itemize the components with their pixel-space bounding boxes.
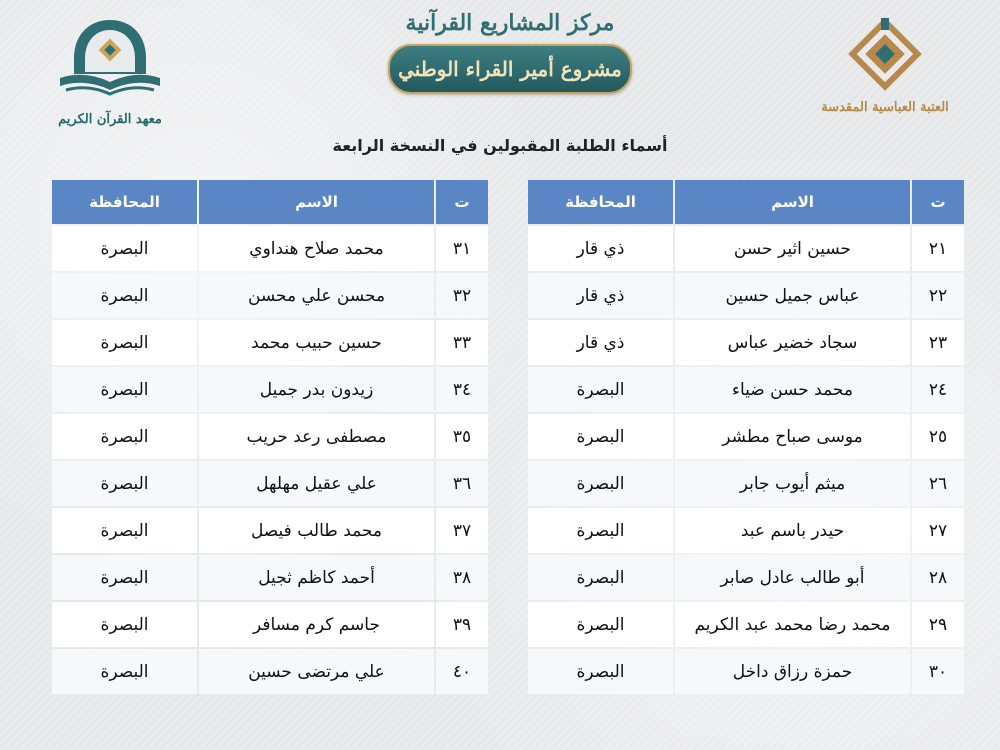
governorate: البصرة <box>52 602 197 647</box>
governorate: البصرة <box>528 649 673 694</box>
governorate: البصرة <box>52 273 197 318</box>
institute-emblem-icon <box>40 12 180 112</box>
student-name: محسن علي محسن <box>199 273 434 318</box>
table-row <box>528 273 964 318</box>
row-number: ٣٤ <box>436 367 488 412</box>
governorate: ذي قار <box>528 320 673 365</box>
student-name: محمد طالب فيصل <box>199 508 434 553</box>
row-number: ٤٠ <box>436 649 488 694</box>
row-number: ٢٨ <box>912 555 964 600</box>
student-name: حيدر باسم عبد <box>675 508 910 553</box>
left-logo-caption: معهد القرآن الكريم <box>58 112 162 127</box>
column-header-governorate: المحافظة <box>52 180 197 224</box>
student-name: محمد صلاح هنداوي <box>199 226 434 271</box>
student-name: موسى صباح مطشر <box>675 414 910 459</box>
student-name: حسين حبيب محمد <box>199 320 434 365</box>
row-number: ٣١ <box>436 226 488 271</box>
table-row <box>528 461 964 506</box>
student-name: زيدون بدر جميل <box>199 367 434 412</box>
governorate: البصرة <box>528 367 673 412</box>
row-number: ٣٨ <box>436 555 488 600</box>
header-center <box>380 6 640 94</box>
table-row <box>52 602 488 647</box>
table-row <box>52 226 488 271</box>
governorate: البصرة <box>52 508 197 553</box>
row-number: ٢١ <box>912 226 964 271</box>
governorate: ذي قار <box>528 226 673 271</box>
table-row <box>52 508 488 553</box>
row-number: ٣٦ <box>436 461 488 506</box>
student-name: جاسم كرم مسافر <box>199 602 434 647</box>
governorate: البصرة <box>52 414 197 459</box>
abbas-shrine-logo <box>810 12 960 132</box>
student-name: مصطفى رعد حريب <box>199 414 434 459</box>
table-row <box>52 649 488 694</box>
table-row <box>528 555 964 600</box>
student-name: عباس جميل حسين <box>675 273 910 318</box>
governorate: البصرة <box>528 508 673 553</box>
row-number: ٢٦ <box>912 461 964 506</box>
row-number: ٣٢ <box>436 273 488 318</box>
right-logo-caption: العتبة العباسية المقدسة <box>821 100 949 115</box>
student-name: ميثم أيوب جابر <box>675 461 910 506</box>
student-name: محمد رضا محمد عبد الكريم <box>675 602 910 647</box>
row-number: ٣٠ <box>912 649 964 694</box>
students-table-right <box>526 178 966 696</box>
governorate: البصرة <box>528 461 673 506</box>
student-name: حسين اثير حسن <box>675 226 910 271</box>
student-name: أبو طالب عادل صابر <box>675 555 910 600</box>
student-name: أحمد كاظم ثجيل <box>199 555 434 600</box>
row-number: ٣٧ <box>436 508 488 553</box>
table-row <box>528 226 964 271</box>
governorate: البصرة <box>528 414 673 459</box>
row-number: ٢٢ <box>912 273 964 318</box>
governorate: ذي قار <box>528 273 673 318</box>
table-row <box>52 367 488 412</box>
shrine-emblem-icon <box>810 12 960 102</box>
governorate: البصرة <box>528 602 673 647</box>
table-row <box>528 320 964 365</box>
table-header-row <box>528 180 964 224</box>
row-number: ٢٣ <box>912 320 964 365</box>
column-header-name: الاسم <box>675 180 910 224</box>
student-name: حمزة رزاق داخل <box>675 649 910 694</box>
row-number: ٣٣ <box>436 320 488 365</box>
row-number: ٢٤ <box>912 367 964 412</box>
governorate: البصرة <box>528 555 673 600</box>
row-number: ٣٩ <box>436 602 488 647</box>
governorate: البصرة <box>52 320 197 365</box>
quran-institute-logo <box>40 12 180 132</box>
table-row <box>528 649 964 694</box>
governorate: البصرة <box>52 555 197 600</box>
governorate: البصرة <box>52 226 197 271</box>
table-row <box>52 414 488 459</box>
column-header-number: ت <box>436 180 488 224</box>
table-row <box>52 555 488 600</box>
row-number: ٢٧ <box>912 508 964 553</box>
table-row <box>52 273 488 318</box>
table-row <box>52 461 488 506</box>
column-header-number: ت <box>912 180 964 224</box>
row-number: ٢٥ <box>912 414 964 459</box>
table-row <box>52 320 488 365</box>
organization-name: مركز المشاريع القرآنية <box>405 10 615 36</box>
project-badge: مشروع أمير القراء الوطني <box>388 44 632 94</box>
table-row <box>528 367 964 412</box>
table-header-row <box>52 180 488 224</box>
governorate: البصرة <box>52 367 197 412</box>
table-row <box>528 602 964 647</box>
row-number: ٣٥ <box>436 414 488 459</box>
row-number: ٢٩ <box>912 602 964 647</box>
table-row <box>528 414 964 459</box>
governorate: البصرة <box>52 649 197 694</box>
student-name: علي عقيل مهلهل <box>199 461 434 506</box>
table-row <box>528 508 964 553</box>
column-header-governorate: المحافظة <box>528 180 673 224</box>
page-title: أسماء الطلبة المقبولين في النسخة الرابعة <box>332 136 668 155</box>
student-name: محمد حسن ضياء <box>675 367 910 412</box>
column-header-name: الاسم <box>199 180 434 224</box>
students-table-left <box>50 178 490 696</box>
student-name: علي مرتضى حسين <box>199 649 434 694</box>
student-name: سجاد خضير عباس <box>675 320 910 365</box>
governorate: البصرة <box>52 461 197 506</box>
